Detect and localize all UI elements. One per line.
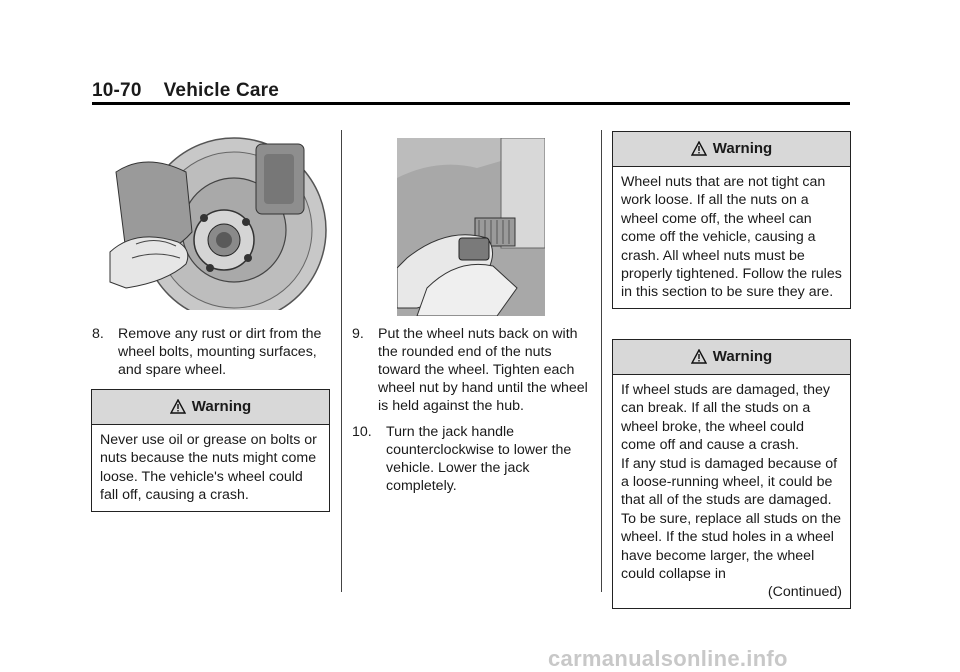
column-divider-2 bbox=[601, 130, 602, 592]
watermark: carmanualsonline.info bbox=[548, 646, 788, 671]
step-8-number: 8. bbox=[92, 326, 104, 342]
warning-triangle-icon bbox=[691, 141, 707, 157]
step-8 bbox=[92, 325, 338, 379]
warning-box-1 bbox=[91, 389, 330, 512]
warning-box-3 bbox=[612, 339, 851, 609]
warning-title: Warning bbox=[712, 139, 773, 157]
section-title: Vehicle Care bbox=[163, 80, 280, 101]
column-2 bbox=[352, 325, 592, 495]
warning-paragraph-1: If wheel studs are damaged, they can break. If all the studs on a wheel broke, the wheel could come off and cause a crash. bbox=[621, 382, 830, 454]
step-9-text: Put the wheel nuts back on with the rounded end of the nuts toward the wheel. Tighten each wheel nut by hand until the wheel is held against the hub. bbox=[378, 326, 588, 414]
hub-cleaning-illustration bbox=[106, 132, 328, 310]
warning-header bbox=[92, 390, 329, 425]
warning-box-2 bbox=[612, 131, 851, 309]
step-9 bbox=[352, 325, 592, 415]
warning-body: Never use oil or grease on bolts or nuts because the nuts might come loose. The vehicle's wheel could fall off, causing a crash. bbox=[100, 432, 317, 504]
warning-triangle-icon bbox=[691, 349, 707, 365]
column-1 bbox=[92, 325, 338, 379]
warning-header bbox=[613, 132, 850, 167]
step-10-number: 10. bbox=[352, 424, 372, 440]
step-10 bbox=[352, 423, 592, 495]
warning-body: Wheel nuts that are not tight can work loose. If all the nuts on a wheel come off, the wheel can come off the vehicle, causing a crash. All wheel nuts must be properly tightened. Follow the rules in this section to be sure they are. bbox=[621, 174, 842, 301]
warning-body bbox=[613, 375, 850, 608]
continued-label: (Continued) bbox=[767, 584, 842, 601]
step-8-text: Remove any rust or dirt from the wheel bolts, mounting surfaces, and spare wheel. bbox=[118, 326, 322, 378]
column-divider-1 bbox=[341, 130, 342, 592]
step-9-number: 9. bbox=[352, 326, 364, 342]
warning-header bbox=[613, 340, 850, 375]
page-header bbox=[92, 80, 279, 102]
page-number: 10-70 bbox=[92, 80, 142, 101]
warning-triangle-icon bbox=[170, 399, 186, 415]
header-rule bbox=[92, 102, 850, 105]
warning-paragraph-2: If any stud is damaged because of a loose-running wheel, it could be that all of the studs are damaged. To be sure, replace all studs on the wheel. If the stud holes in a wheel have become larger, the wheel could collapse in bbox=[621, 455, 842, 583]
step-10-text: Turn the jack handle counterclockwise to lower the vehicle. Lower the jack completely. bbox=[386, 424, 572, 494]
warning-title: Warning bbox=[712, 347, 773, 365]
warning-title: Warning bbox=[191, 397, 252, 415]
wheel-nut-illustration bbox=[397, 138, 545, 316]
